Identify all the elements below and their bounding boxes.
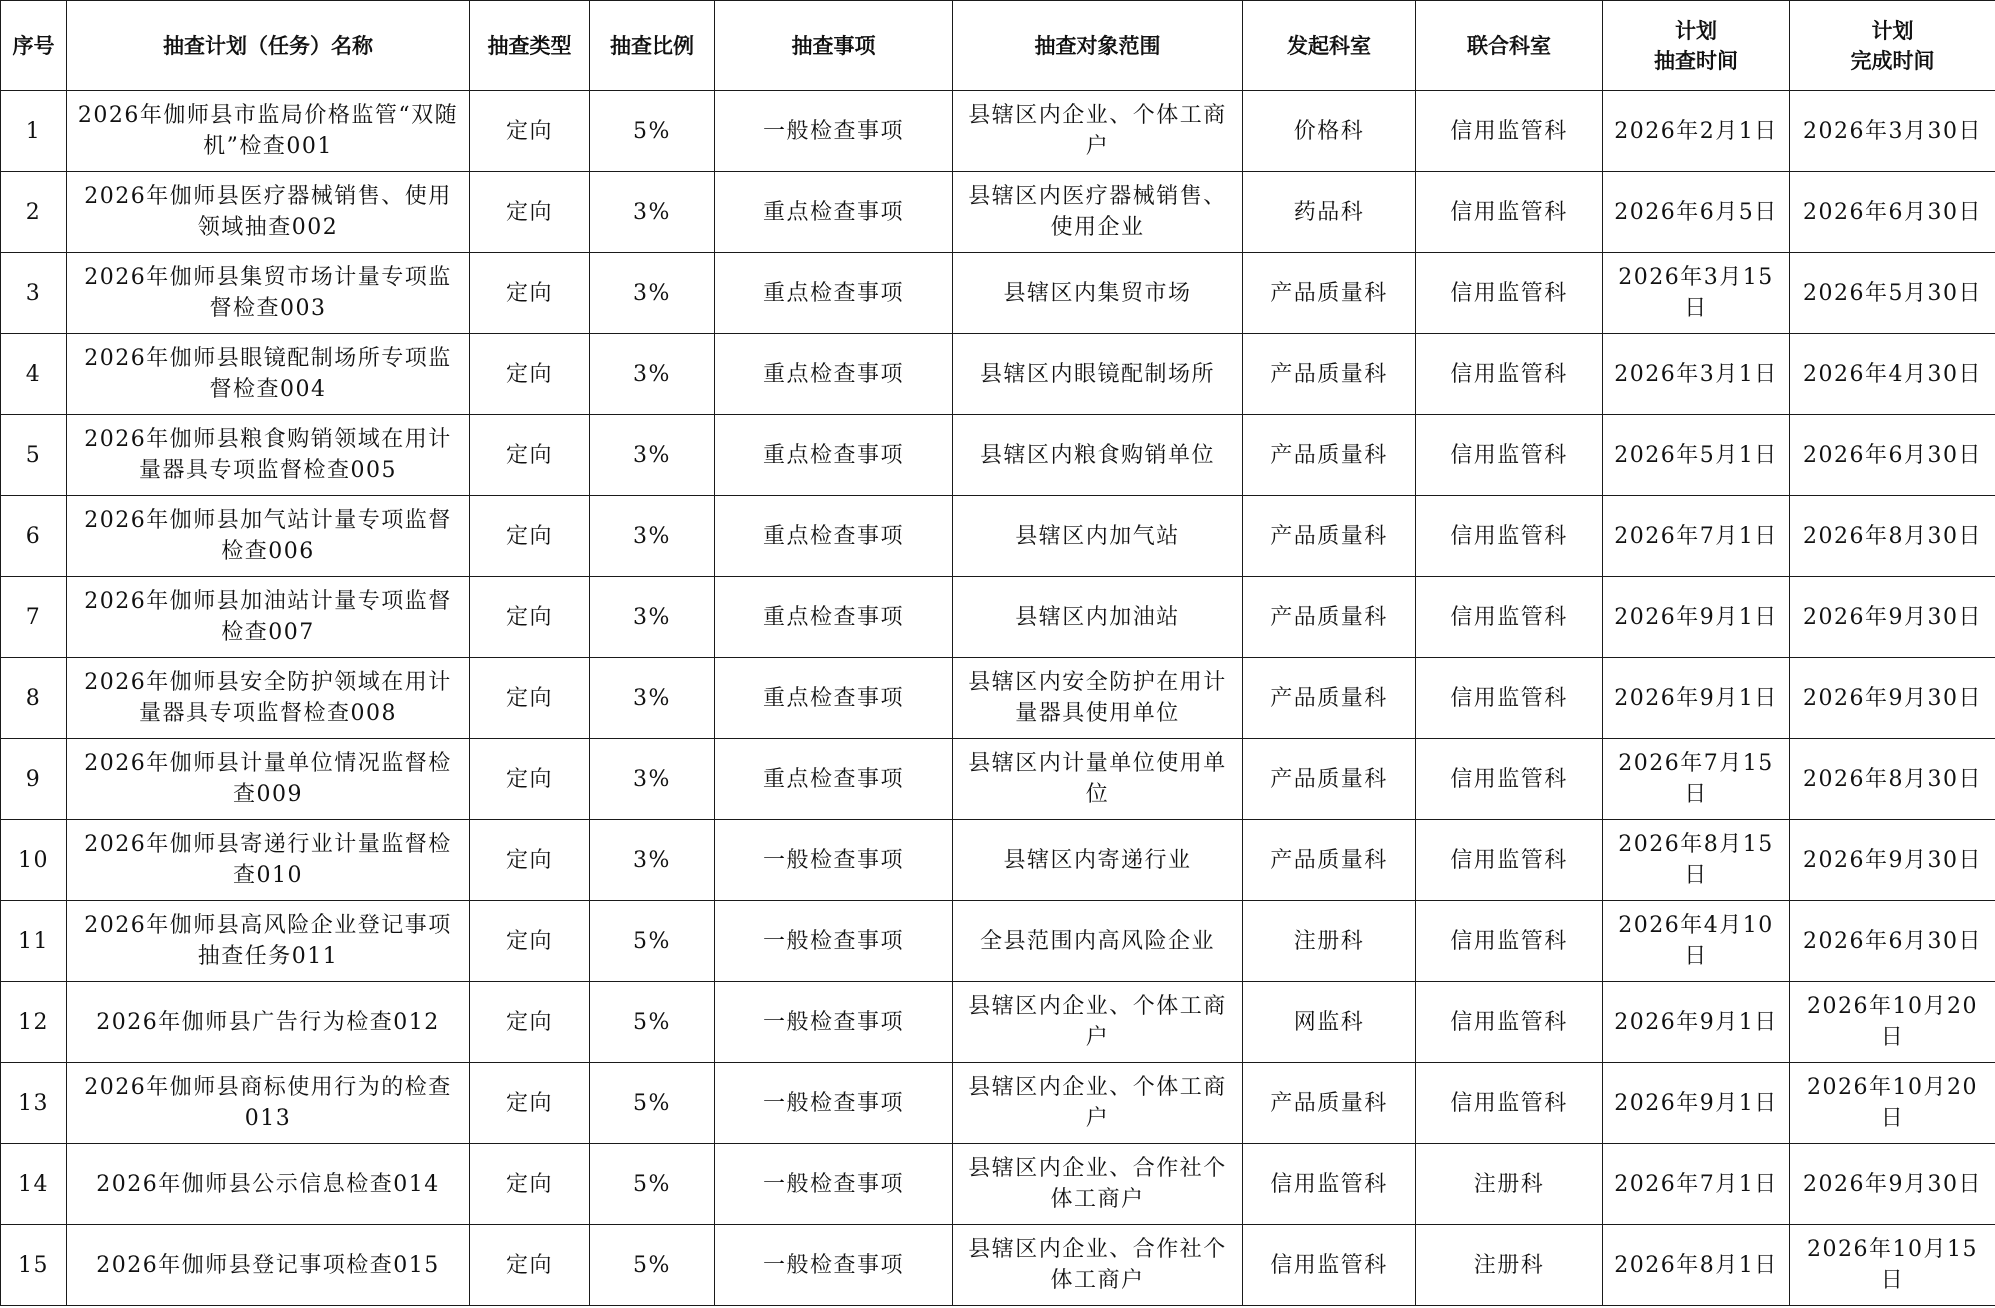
cell-plan-time: 2026年9月1日 xyxy=(1603,1063,1790,1144)
cell-finish-time: 2026年10月20日 xyxy=(1790,982,1995,1063)
cell-joint: 信用监管科 xyxy=(1416,820,1603,901)
cell-scope: 县辖区内寄递行业 xyxy=(953,820,1243,901)
cell-item: 重点检查事项 xyxy=(715,577,953,658)
cell-dept: 产品质量科 xyxy=(1243,577,1416,658)
cell-dept: 产品质量科 xyxy=(1243,820,1416,901)
cell-seq: 12 xyxy=(1,982,67,1063)
cell-seq: 11 xyxy=(1,901,67,982)
header-name: 抽查计划（任务）名称 xyxy=(67,1,470,91)
cell-item: 重点检查事项 xyxy=(715,253,953,334)
cell-finish-time: 2026年5月30日 xyxy=(1790,253,1995,334)
cell-plan-time: 2026年7月15日 xyxy=(1603,739,1790,820)
table-row xyxy=(1,253,1995,334)
table-row xyxy=(1,1225,1995,1306)
cell-joint: 信用监管科 xyxy=(1416,1063,1603,1144)
cell-name: 2026年伽师县公示信息检查014 xyxy=(67,1144,470,1225)
cell-type: 定向 xyxy=(470,334,590,415)
cell-dept: 产品质量科 xyxy=(1243,496,1416,577)
cell-name: 2026年伽师县眼镜配制场所专项监督检查004 xyxy=(67,334,470,415)
cell-scope: 县辖区内企业、个体工商户 xyxy=(953,91,1243,172)
cell-scope: 县辖区内企业、个体工商户 xyxy=(953,1063,1243,1144)
cell-joint: 信用监管科 xyxy=(1416,739,1603,820)
cell-name: 2026年伽师县登记事项检查015 xyxy=(67,1225,470,1306)
cell-finish-time: 2026年8月30日 xyxy=(1790,496,1995,577)
cell-finish-time: 2026年8月30日 xyxy=(1790,739,1995,820)
cell-scope: 县辖区内安全防护在用计量器具使用单位 xyxy=(953,658,1243,739)
cell-ratio: 3% xyxy=(590,253,715,334)
cell-type: 定向 xyxy=(470,901,590,982)
cell-joint: 信用监管科 xyxy=(1416,91,1603,172)
cell-finish-time: 2026年9月30日 xyxy=(1790,1144,1995,1225)
cell-joint: 信用监管科 xyxy=(1416,496,1603,577)
cell-dept: 产品质量科 xyxy=(1243,415,1416,496)
cell-item: 一般检查事项 xyxy=(715,1063,953,1144)
cell-seq: 7 xyxy=(1,577,67,658)
cell-dept: 药品科 xyxy=(1243,172,1416,253)
cell-item: 一般检查事项 xyxy=(715,1225,953,1306)
header-plan-time: 计划 抽查时间 xyxy=(1603,1,1790,91)
cell-type: 定向 xyxy=(470,820,590,901)
cell-type: 定向 xyxy=(470,496,590,577)
cell-scope: 县辖区内企业、合作社个体工商户 xyxy=(953,1144,1243,1225)
cell-scope: 县辖区内眼镜配制场所 xyxy=(953,334,1243,415)
cell-ratio: 3% xyxy=(590,172,715,253)
cell-finish-time: 2026年6月30日 xyxy=(1790,415,1995,496)
header-ratio: 抽查比例 xyxy=(590,1,715,91)
cell-ratio: 5% xyxy=(590,1225,715,1306)
table-row xyxy=(1,496,1995,577)
cell-name: 2026年伽师县医疗器械销售、使用领域抽查002 xyxy=(67,172,470,253)
cell-type: 定向 xyxy=(470,415,590,496)
cell-plan-time: 2026年8月15日 xyxy=(1603,820,1790,901)
cell-type: 定向 xyxy=(470,1063,590,1144)
cell-plan-time: 2026年4月10日 xyxy=(1603,901,1790,982)
cell-name: 2026年伽师县商标使用行为的检查013 xyxy=(67,1063,470,1144)
cell-item: 重点检查事项 xyxy=(715,658,953,739)
cell-name: 2026年伽师县市监局价格监管“双随机”检查001 xyxy=(67,91,470,172)
table-row xyxy=(1,172,1995,253)
cell-scope: 县辖区内医疗器械销售、使用企业 xyxy=(953,172,1243,253)
table-row xyxy=(1,739,1995,820)
cell-plan-time: 2026年5月1日 xyxy=(1603,415,1790,496)
cell-type: 定向 xyxy=(470,1225,590,1306)
cell-ratio: 5% xyxy=(590,901,715,982)
table-row xyxy=(1,334,1995,415)
cell-ratio: 3% xyxy=(590,415,715,496)
cell-seq: 9 xyxy=(1,739,67,820)
cell-dept: 产品质量科 xyxy=(1243,658,1416,739)
cell-finish-time: 2026年9月30日 xyxy=(1790,577,1995,658)
cell-type: 定向 xyxy=(470,577,590,658)
table-row xyxy=(1,91,1995,172)
cell-seq: 8 xyxy=(1,658,67,739)
cell-dept: 产品质量科 xyxy=(1243,253,1416,334)
cell-item: 重点检查事项 xyxy=(715,172,953,253)
table-row xyxy=(1,901,1995,982)
cell-item: 一般检查事项 xyxy=(715,901,953,982)
cell-joint: 信用监管科 xyxy=(1416,172,1603,253)
cell-item: 一般检查事项 xyxy=(715,982,953,1063)
header-scope: 抽查对象范围 xyxy=(953,1,1243,91)
cell-name: 2026年伽师县广告行为检查012 xyxy=(67,982,470,1063)
cell-dept: 价格科 xyxy=(1243,91,1416,172)
cell-plan-time: 2026年9月1日 xyxy=(1603,982,1790,1063)
cell-dept: 产品质量科 xyxy=(1243,334,1416,415)
table-row xyxy=(1,1063,1995,1144)
cell-finish-time: 2026年4月30日 xyxy=(1790,334,1995,415)
cell-finish-time: 2026年3月30日 xyxy=(1790,91,1995,172)
cell-seq: 15 xyxy=(1,1225,67,1306)
cell-seq: 3 xyxy=(1,253,67,334)
cell-name: 2026年伽师县加气站计量专项监督检查006 xyxy=(67,496,470,577)
cell-joint: 信用监管科 xyxy=(1416,334,1603,415)
cell-dept: 信用监管科 xyxy=(1243,1225,1416,1306)
cell-type: 定向 xyxy=(470,658,590,739)
cell-scope: 县辖区内加气站 xyxy=(953,496,1243,577)
cell-name: 2026年伽师县安全防护领域在用计量器具专项监督检查008 xyxy=(67,658,470,739)
cell-plan-time: 2026年3月1日 xyxy=(1603,334,1790,415)
cell-item: 重点检查事项 xyxy=(715,415,953,496)
cell-plan-time: 2026年3月15日 xyxy=(1603,253,1790,334)
cell-joint: 信用监管科 xyxy=(1416,577,1603,658)
cell-type: 定向 xyxy=(470,982,590,1063)
cell-plan-time: 2026年9月1日 xyxy=(1603,577,1790,658)
cell-type: 定向 xyxy=(470,253,590,334)
cell-dept: 产品质量科 xyxy=(1243,739,1416,820)
table-row xyxy=(1,577,1995,658)
cell-scope: 县辖区内粮食购销单位 xyxy=(953,415,1243,496)
cell-ratio: 3% xyxy=(590,658,715,739)
cell-finish-time: 2026年6月30日 xyxy=(1790,172,1995,253)
cell-seq: 2 xyxy=(1,172,67,253)
cell-name: 2026年伽师县加油站计量专项监督检查007 xyxy=(67,577,470,658)
cell-joint: 信用监管科 xyxy=(1416,901,1603,982)
header-seq: 序号 xyxy=(1,1,67,91)
cell-scope: 县辖区内集贸市场 xyxy=(953,253,1243,334)
cell-type: 定向 xyxy=(470,739,590,820)
cell-ratio: 5% xyxy=(590,1144,715,1225)
cell-name: 2026年伽师县寄递行业计量监督检查010 xyxy=(67,820,470,901)
cell-name: 2026年伽师县计量单位情况监督检查009 xyxy=(67,739,470,820)
cell-dept: 注册科 xyxy=(1243,901,1416,982)
header-row xyxy=(1,1,1995,91)
cell-item: 重点检查事项 xyxy=(715,496,953,577)
cell-plan-time: 2026年7月1日 xyxy=(1603,1144,1790,1225)
cell-seq: 14 xyxy=(1,1144,67,1225)
cell-joint: 信用监管科 xyxy=(1416,415,1603,496)
cell-plan-time: 2026年2月1日 xyxy=(1603,91,1790,172)
cell-item: 一般检查事项 xyxy=(715,820,953,901)
cell-finish-time: 2026年6月30日 xyxy=(1790,901,1995,982)
header-joint: 联合科室 xyxy=(1416,1,1603,91)
cell-name: 2026年伽师县高风险企业登记事项抽查任务011 xyxy=(67,901,470,982)
cell-dept: 产品质量科 xyxy=(1243,1063,1416,1144)
cell-plan-time: 2026年7月1日 xyxy=(1603,496,1790,577)
cell-joint: 注册科 xyxy=(1416,1144,1603,1225)
cell-seq: 13 xyxy=(1,1063,67,1144)
cell-joint: 信用监管科 xyxy=(1416,253,1603,334)
cell-scope: 县辖区内加油站 xyxy=(953,577,1243,658)
cell-seq: 1 xyxy=(1,91,67,172)
cell-name: 2026年伽师县集贸市场计量专项监督检查003 xyxy=(67,253,470,334)
cell-name: 2026年伽师县粮食购销领域在用计量器具专项监督检查005 xyxy=(67,415,470,496)
table-row xyxy=(1,658,1995,739)
table-row xyxy=(1,820,1995,901)
cell-seq: 6 xyxy=(1,496,67,577)
cell-joint: 信用监管科 xyxy=(1416,658,1603,739)
cell-seq: 10 xyxy=(1,820,67,901)
cell-joint: 注册科 xyxy=(1416,1225,1603,1306)
cell-ratio: 3% xyxy=(590,334,715,415)
header-item: 抽查事项 xyxy=(715,1,953,91)
header-type: 抽查类型 xyxy=(470,1,590,91)
cell-item: 重点检查事项 xyxy=(715,739,953,820)
table-row xyxy=(1,1144,1995,1225)
cell-item: 一般检查事项 xyxy=(715,1144,953,1225)
cell-ratio: 5% xyxy=(590,1063,715,1144)
table-row xyxy=(1,982,1995,1063)
cell-item: 重点检查事项 xyxy=(715,334,953,415)
cell-ratio: 3% xyxy=(590,739,715,820)
cell-plan-time: 2026年6月5日 xyxy=(1603,172,1790,253)
cell-plan-time: 2026年8月1日 xyxy=(1603,1225,1790,1306)
cell-joint: 信用监管科 xyxy=(1416,982,1603,1063)
cell-seq: 4 xyxy=(1,334,67,415)
cell-type: 定向 xyxy=(470,172,590,253)
cell-type: 定向 xyxy=(470,1144,590,1225)
cell-finish-time: 2026年9月30日 xyxy=(1790,658,1995,739)
cell-finish-time: 2026年10月15日 xyxy=(1790,1225,1995,1306)
cell-finish-time: 2026年10月20日 xyxy=(1790,1063,1995,1144)
cell-dept: 网监科 xyxy=(1243,982,1416,1063)
cell-seq: 5 xyxy=(1,415,67,496)
cell-ratio: 3% xyxy=(590,496,715,577)
cell-scope: 县辖区内计量单位使用单位 xyxy=(953,739,1243,820)
cell-plan-time: 2026年9月1日 xyxy=(1603,658,1790,739)
cell-ratio: 3% xyxy=(590,577,715,658)
cell-dept: 信用监管科 xyxy=(1243,1144,1416,1225)
header-dept: 发起科室 xyxy=(1243,1,1416,91)
cell-scope: 县辖区内企业、合作社个体工商户 xyxy=(953,1225,1243,1306)
cell-type: 定向 xyxy=(470,91,590,172)
header-finish-time: 计划 完成时间 xyxy=(1790,1,1995,91)
table-row xyxy=(1,415,1995,496)
cell-ratio: 5% xyxy=(590,91,715,172)
cell-ratio: 5% xyxy=(590,982,715,1063)
table-body xyxy=(1,91,1995,1306)
cell-item: 一般检查事项 xyxy=(715,91,953,172)
cell-finish-time: 2026年9月30日 xyxy=(1790,820,1995,901)
cell-scope: 全县范围内高风险企业 xyxy=(953,901,1243,982)
cell-ratio: 3% xyxy=(590,820,715,901)
cell-scope: 县辖区内企业、个体工商户 xyxy=(953,982,1243,1063)
